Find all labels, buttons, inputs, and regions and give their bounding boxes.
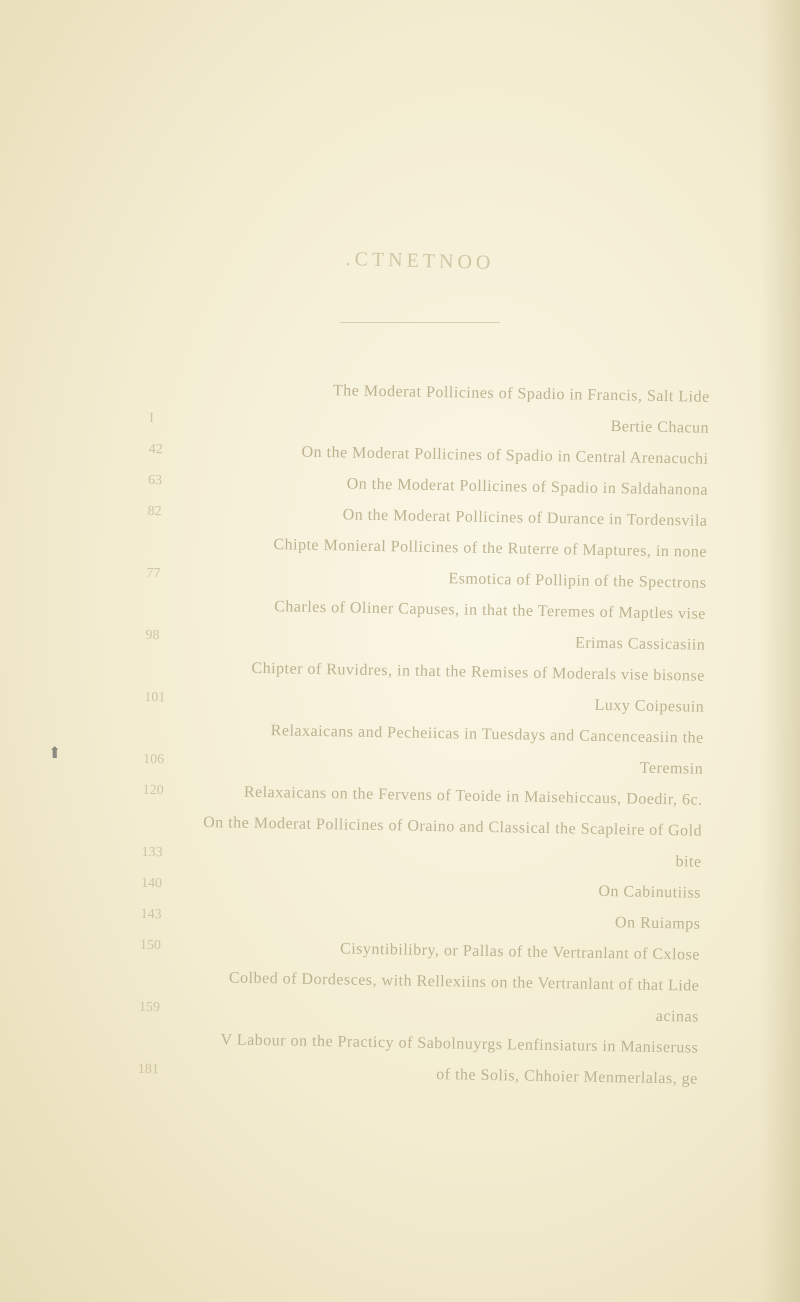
- toc-entry-text: Teremsin: [639, 759, 704, 778]
- toc-entry-text: On the Moderat Pollicines of Oraino and Classical the Scapleire of Gold: [203, 813, 703, 840]
- toc-entry-text: On the Moderat Pollicines of Spadio in Saldahanona: [346, 475, 709, 499]
- table-of-contents: [138, 372, 710, 1095]
- toc-page-number: 140: [140, 875, 163, 892]
- toc-page-number: 106: [143, 751, 165, 768]
- toc-entry-text: Bertie Chacun: [610, 418, 710, 437]
- toc-entry-text: On the Moderat Pollicines of Spadio in Central Arenacuchi: [301, 443, 709, 468]
- toc-entry-text: of the Solis, Chhoier Menmerlalas, ge: [436, 1066, 698, 1088]
- title-rule: [340, 322, 500, 323]
- toc-entry-text: Luxy Coipesuin: [594, 696, 705, 716]
- toc-entry-text: Chipter of Ruvidres, in that the Remises of Moderals vise bisonse: [251, 659, 705, 685]
- toc-page-number: 143: [140, 906, 162, 923]
- toc-page-number: I: [149, 410, 154, 427]
- page-edge-shadow: [760, 0, 800, 1302]
- toc-page-number: 98: [145, 627, 160, 644]
- toc-page-number: 150: [139, 937, 162, 954]
- margin-arrow-icon: ⬆: [48, 745, 62, 762]
- toc-page-number: 159: [138, 999, 161, 1016]
- toc-entry-text: Relaxaicans on the Fervens of Teoide in Maisehiccaus, Doedir, 6c.: [243, 783, 703, 809]
- toc-entry-text: Erimas Cassicasiin: [574, 634, 706, 654]
- toc-page-number: 42: [148, 441, 163, 458]
- page-title: .CTNETNOO: [345, 248, 495, 274]
- toc-page-number: 82: [147, 503, 162, 520]
- toc-entry-text: Esmotica of Pollipin of the Spectrons: [448, 570, 707, 592]
- toc-entry-text: bite: [675, 853, 702, 871]
- toc-entry-text: V Labour on the Practicy of Sabolnuyrgs Lenfinsiaturs in Maniseruss: [220, 1031, 699, 1057]
- toc-entry-text: The Moderat Pollicines of Spadio in Francis, Salt Lide: [332, 382, 710, 406]
- toc-page-number: 181: [137, 1061, 159, 1078]
- toc-entry-text: acinas: [655, 1007, 699, 1026]
- toc-page-number: 133: [141, 844, 163, 861]
- toc-entry-text: On Ruiamps: [614, 914, 701, 933]
- toc-entry-text: Cisyntibilibry, or Pallas of the Vertranlant of Cxlose: [339, 940, 701, 964]
- toc-entry-text: Chipte Monieral Pollicines of the Ruterre of Maptures, in none: [273, 536, 708, 561]
- toc-entry-text: Colbed of Dordesces, with Rellexiins on the Vertranlant of that Lide: [228, 969, 700, 995]
- toc-page-number: 77: [146, 565, 161, 582]
- toc-page-number: 120: [142, 782, 164, 799]
- toc-entry-text: On Cabinutiiss: [598, 882, 702, 902]
- toc-entry-text: Relaxaicans and Pecheiicas in Tuesdays and Cancenceasiin the: [270, 722, 704, 747]
- toc-page-number: 63: [147, 472, 163, 489]
- toc-entry-text: Charles of Oliner Capuses, in that the Teremes of Maptles vise: [274, 598, 707, 623]
- toc-entry-text: On the Moderat Pollicines of Durance in Tordensvila: [342, 506, 708, 530]
- toc-page-number: 101: [144, 689, 166, 706]
